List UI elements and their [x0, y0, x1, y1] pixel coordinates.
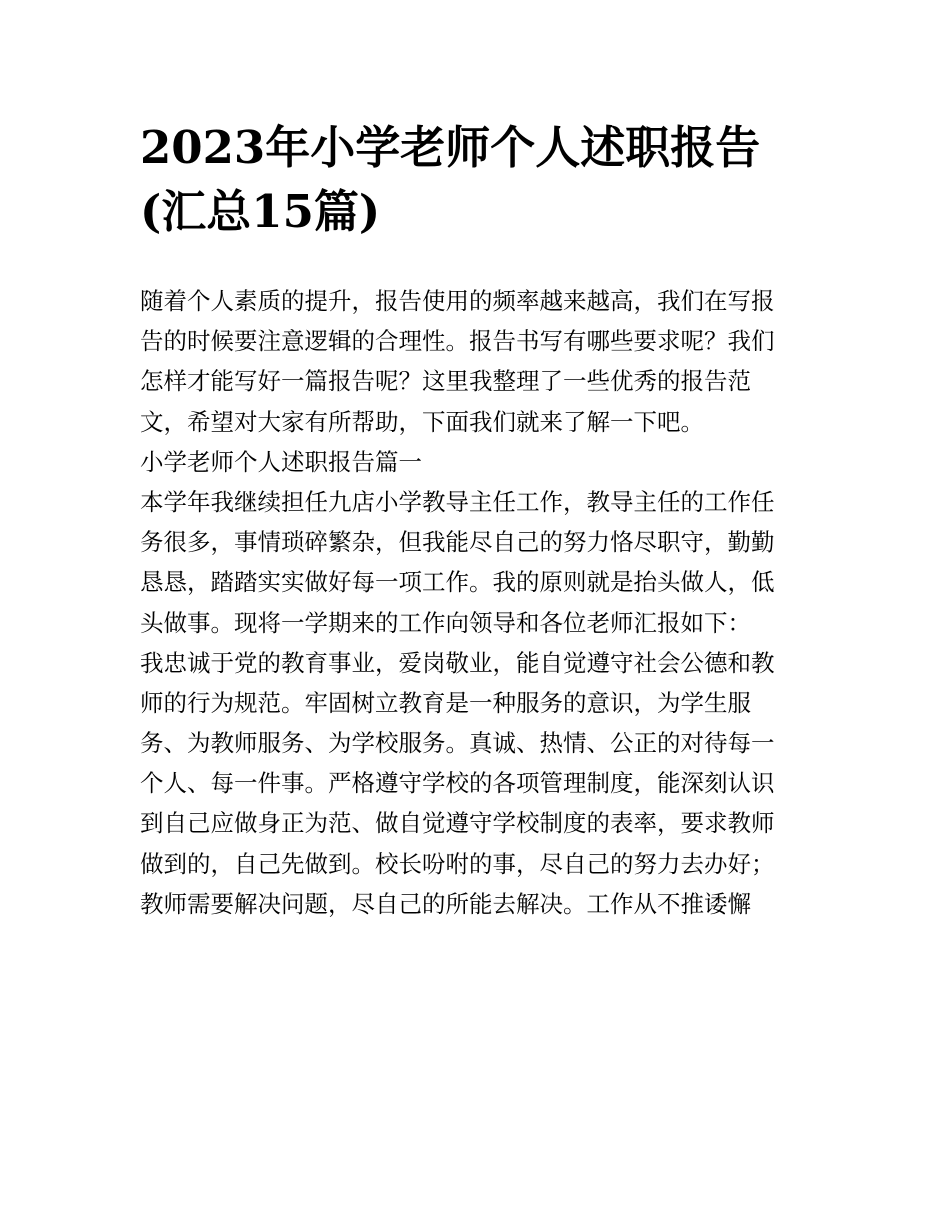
body-line: 告的时候要注意逻辑的合理性。报告书写有哪些要求呢？我们 [140, 327, 775, 356]
document-title [140, 116, 820, 244]
section-heading: 小学老师个人述职报告篇一 [140, 447, 422, 476]
title-line: (汇总15篇) [140, 185, 381, 238]
body-line: 本学年我继续担任九店小学教导主任工作，教导主任的工作任 [140, 487, 775, 516]
body-line: 头做事。现将一学期来的工作向领导和各位老师汇报如下： [140, 608, 751, 637]
body-line: 务很多，事情琐碎繁杂，但我能尽自己的努力恪尽职守，勤勤 [140, 528, 775, 557]
body-line: 务、为教师服务、为学校服务。真诚、热情、公正的对待每一 [140, 729, 775, 758]
body-line: 恳恳，踏踏实实做好每一项工作。我的原则就是抬头做人，低 [140, 568, 775, 597]
title-line: 2023年小学老师个人述职报告 [140, 121, 761, 174]
body-line: 师的行为规范。牢固树立教育是一种服务的意识，为学生服 [140, 688, 751, 717]
body-line: 教师需要解决问题，尽自己的所能去解决。工作从不推诿懈 [140, 889, 751, 918]
body-line: 随着个人素质的提升，报告使用的频率越来越高，我们在写报 [140, 287, 775, 315]
body-line: 文，希望对大家有所帮助，下面我们就来了解一下吧。 [140, 407, 704, 436]
body-line: 到自己应做身正为范、做自觉遵守学校制度的表率，要求教师 [140, 809, 775, 838]
body-line: 我忠诚于党的教育事业，爱岗敬业，能自觉遵守社会公德和教 [140, 648, 775, 677]
body-line: 做到的，自己先做到。校长吩咐的事，尽自己的努力去办好； [140, 849, 775, 878]
body-line: 怎样才能写好一篇报告呢？这里我整理了一些优秀的报告范 [140, 367, 751, 396]
body-line: 个人、每一件事。严格遵守学校的各项管理制度，能深刻认识 [140, 769, 775, 798]
document-body [140, 281, 820, 924]
